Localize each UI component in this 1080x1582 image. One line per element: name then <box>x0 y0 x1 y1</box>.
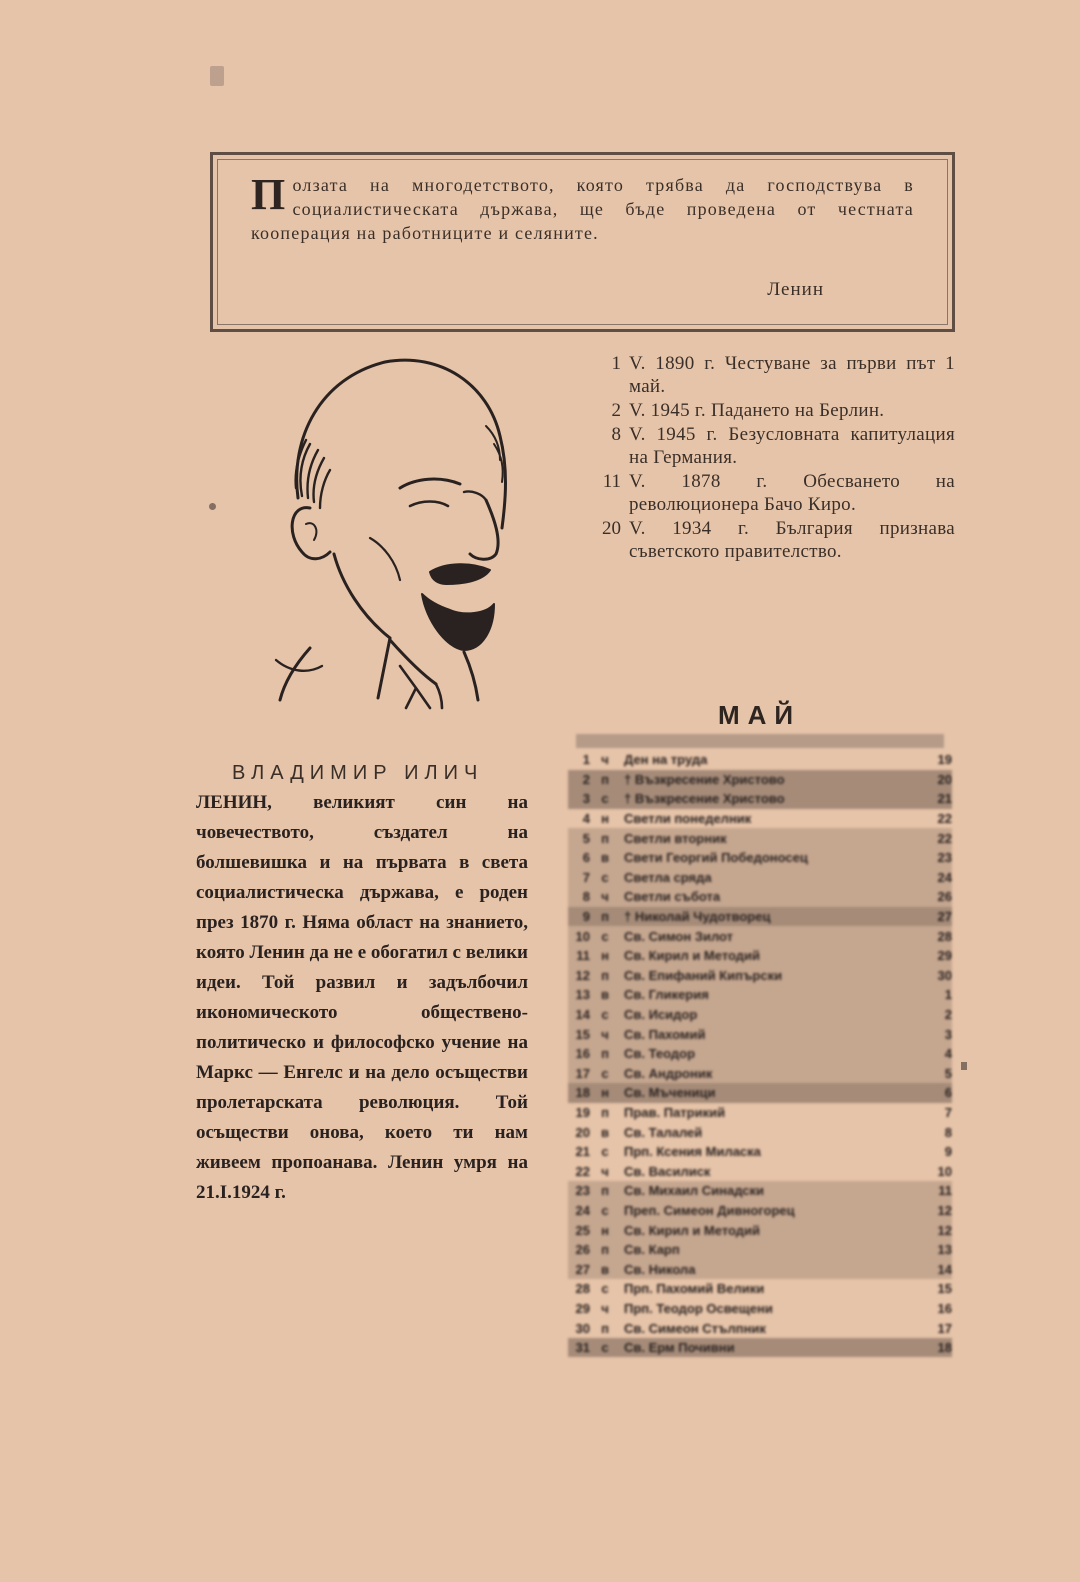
calendar-row <box>568 1044 952 1064</box>
calendar-row <box>568 770 952 790</box>
calendar-day: 8 <box>582 889 590 905</box>
event-item <box>583 399 955 422</box>
calendar-day: 24 <box>575 1202 590 1218</box>
calendar-number: 11 <box>938 1183 952 1199</box>
calendar-weekday: п <box>601 771 609 787</box>
calendar-name: Св. Михаил Синадски <box>624 1183 765 1199</box>
calendar-day: 18 <box>575 1085 590 1101</box>
calendar-title: МАЙ <box>718 700 802 730</box>
calendar-weekday: н <box>601 811 609 827</box>
bio-text: ЛЕНИН, великият син на човечеството, създател на болшевишка и на първата в света социалистическа държава, е роден през 1870 г. Няма област на знанието, която Ленин да не е обогатил с велики идеи. Той развил и задълбочил икономическото обществено-политическо и философско учение на Маркс — Енгелс и на дело осъществи пролетарската революция. Той осъществи онова, което ти нам живеем пропоанава. Ленин умря на 21.I.1924 г. <box>196 792 528 1203</box>
calendar-row <box>568 1024 952 1044</box>
calendar-name: Преп. Симеон Дивногорец <box>624 1202 795 1218</box>
calendar-weekday: с <box>601 869 609 885</box>
calendar-day: 21 <box>575 1144 590 1160</box>
calendar-number: 19 <box>937 752 952 768</box>
calendar-weekday: с <box>601 1065 609 1081</box>
calendar-day: 9 <box>582 909 590 925</box>
calendar-table <box>568 734 952 1410</box>
calendar-number: 24 <box>937 869 952 885</box>
calendar-weekday: п <box>601 1104 609 1120</box>
calendar-name: Св. Исидор <box>624 1007 698 1023</box>
calendar-number: 1 <box>944 987 952 1003</box>
event-text: V. 1934 г. България признава съветското правителство. <box>629 518 955 562</box>
calendar-row <box>568 1064 952 1084</box>
calendar-day: 19 <box>575 1104 590 1120</box>
calendar-number: 21 <box>937 791 952 807</box>
calendar-weekday: ч <box>601 1163 609 1179</box>
calendar-weekday: с <box>601 1144 609 1160</box>
calendar-row <box>568 907 952 927</box>
event-text: V. 1945 г. Безусловната капитулация на Германия. <box>629 424 955 468</box>
print-dot <box>961 1062 967 1070</box>
calendar-name: Св. Теодор <box>624 1046 696 1062</box>
calendar-row <box>568 887 952 907</box>
event-day: 2 <box>611 400 621 421</box>
page-mark <box>210 66 224 86</box>
calendar-row <box>568 809 952 829</box>
calendar-row <box>568 1103 952 1123</box>
calendar-number: 15 <box>937 1281 952 1297</box>
calendar-weekday: п <box>601 1320 609 1336</box>
calendar-weekday: с <box>601 1202 609 1218</box>
calendar-name: † Николай Чудотворец <box>624 909 771 925</box>
calendar-weekday: н <box>601 1222 609 1238</box>
calendar-day: 10 <box>575 928 590 944</box>
calendar-weekday: в <box>601 1124 609 1140</box>
calendar-name: Светли вторник <box>624 830 727 846</box>
calendar-number: 2 <box>944 1007 952 1023</box>
calendar-day: 30 <box>575 1320 590 1336</box>
calendar-row <box>568 985 952 1005</box>
calendar-day: 16 <box>575 1046 590 1062</box>
calendar-rows <box>568 750 952 1357</box>
calendar-day: 17 <box>575 1065 590 1081</box>
calendar-weekday: с <box>601 791 609 807</box>
calendar-row <box>568 1005 952 1025</box>
calendar-weekday: ч <box>601 752 609 768</box>
calendar-row <box>568 1201 952 1221</box>
calendar-weekday: с <box>601 928 609 944</box>
event-text: V. 1945 г. Падането на Берлин. <box>629 400 885 421</box>
calendar-number: 12 <box>937 1202 952 1218</box>
calendar-day: 1 <box>582 752 590 768</box>
calendar-number: 22 <box>937 811 952 827</box>
calendar-day: 15 <box>575 1026 590 1042</box>
calendar-day: 2 <box>582 771 590 787</box>
calendar-name: Св. Карп <box>624 1242 680 1258</box>
event-day: 20 <box>602 518 621 539</box>
calendar-name: Св. Василиск <box>624 1163 711 1179</box>
calendar-weekday: с <box>601 1281 609 1297</box>
calendar-name: Св. Кирил и Методий <box>624 948 761 964</box>
quote-author: Ленин <box>767 279 824 300</box>
calendar-day: 13 <box>575 987 590 1003</box>
calendar-name: Ден на труда <box>624 752 708 768</box>
calendar-row <box>568 750 952 770</box>
calendar-weekday: ч <box>601 1026 609 1042</box>
calendar-number: 28 <box>937 928 952 944</box>
calendar-name: Св. Епифаний Кипърски <box>624 967 783 983</box>
calendar-number: 13 <box>937 1242 952 1258</box>
event-day: 1 <box>611 353 621 374</box>
calendar-row <box>568 1240 952 1260</box>
print-dot <box>209 503 216 510</box>
event-item <box>583 352 955 398</box>
calendar-weekday: с <box>601 1340 609 1356</box>
calendar-row <box>568 1142 952 1162</box>
calendar-row <box>568 1083 952 1103</box>
calendar-row <box>568 848 952 868</box>
calendar-day: 23 <box>575 1183 590 1199</box>
calendar-number: 6 <box>944 1085 952 1101</box>
calendar-weekday: п <box>601 909 609 925</box>
calendar-weekday: п <box>601 830 609 846</box>
calendar-day: 4 <box>582 811 590 827</box>
calendar-name: Св. Пахомий <box>624 1026 706 1042</box>
calendar-name: Прп. Пахомий Велики <box>624 1281 765 1297</box>
calendar-number: 10 <box>937 1163 952 1179</box>
calendar-row <box>568 1161 952 1181</box>
calendar-row <box>568 1259 952 1279</box>
event-item <box>583 517 955 563</box>
calendar-row <box>568 1299 952 1319</box>
calendar-row <box>568 828 952 848</box>
quote-text <box>251 170 914 245</box>
calendar-number: 22 <box>937 830 952 846</box>
calendar-name: Св. Гликерия <box>624 987 709 1003</box>
calendar-number: 3 <box>944 1026 952 1042</box>
calendar-day: 6 <box>582 850 590 866</box>
calendar-name: Прп. Ксения Миласка <box>624 1144 761 1160</box>
calendar-number: 26 <box>937 889 952 905</box>
calendar-name: Свети Георгий Победоносец <box>624 850 808 866</box>
calendar-weekday: п <box>601 1242 609 1258</box>
calendar-row <box>568 1279 952 1299</box>
calendar-row <box>568 1220 952 1240</box>
calendar-weekday: с <box>601 1007 609 1023</box>
calendar-row <box>568 868 952 888</box>
calendar-number: 8 <box>944 1124 952 1140</box>
calendar-number: 29 <box>937 948 952 964</box>
calendar-name: Св. Андроник <box>624 1065 713 1081</box>
calendar-day: 29 <box>575 1300 590 1316</box>
calendar-number: 17 <box>937 1320 952 1336</box>
bio-name: ВЛАДИМИР ИЛИЧ <box>232 762 484 784</box>
calendar-weekday: в <box>601 850 609 866</box>
calendar-weekday: п <box>601 1046 609 1062</box>
calendar-weekday: ч <box>601 1300 609 1316</box>
calendar-day: 20 <box>575 1124 590 1140</box>
calendar-name: Прав. Патрикий <box>624 1104 726 1120</box>
calendar-day: 25 <box>575 1222 590 1238</box>
quote-box <box>210 152 955 332</box>
calendar-number: 27 <box>937 909 952 925</box>
calendar-name: Прп. Теодор Освещени <box>624 1300 773 1316</box>
calendar-name: † Възкресение Христово <box>624 771 785 787</box>
calendar-number: 7 <box>944 1104 952 1120</box>
calendar-number: 5 <box>944 1065 952 1081</box>
calendar-header-bar <box>576 734 944 748</box>
calendar-number: 18 <box>937 1340 952 1356</box>
calendar-number: 23 <box>937 850 952 866</box>
calendar-number: 20 <box>937 771 952 787</box>
events-list <box>583 352 955 564</box>
lenin-portrait <box>250 348 540 710</box>
calendar-day: 5 <box>582 830 590 846</box>
calendar-name: Св. Никола <box>624 1261 696 1277</box>
calendar-row <box>568 1338 952 1358</box>
calendar-number: 16 <box>937 1300 952 1316</box>
calendar-row <box>568 946 952 966</box>
calendar-day: 31 <box>575 1340 590 1356</box>
calendar-number: 12 <box>937 1222 952 1238</box>
calendar-row <box>568 926 952 946</box>
calendar-row <box>568 1181 952 1201</box>
calendar-weekday: в <box>601 987 609 1003</box>
calendar-number: 14 <box>937 1261 952 1277</box>
calendar-day: 14 <box>575 1007 590 1023</box>
calendar-day: 27 <box>575 1261 590 1277</box>
event-day: 8 <box>611 424 621 445</box>
calendar-day: 28 <box>575 1281 590 1297</box>
calendar-weekday: в <box>601 1261 609 1277</box>
calendar-weekday: н <box>601 1085 609 1101</box>
calendar-number: 30 <box>937 967 952 983</box>
calendar-name: † Възкресение Христово <box>624 791 785 807</box>
quote-body: олзата на многодетството, която трябва да господствува в социалистическата държава, ще бъде проведена от честната кооперация на работниците и селяните. <box>251 175 914 243</box>
calendar-name: Св. Ерм Почивни <box>624 1340 735 1356</box>
calendar-day: 11 <box>576 948 590 964</box>
calendar-name: Светла сряда <box>624 869 712 885</box>
event-item <box>583 470 955 516</box>
calendar-weekday: п <box>601 967 609 983</box>
calendar-number: 9 <box>944 1144 952 1160</box>
calendar-name: Св. Талалей <box>624 1124 703 1140</box>
calendar-name: Св. Симон Зилот <box>624 928 734 944</box>
calendar-weekday: ч <box>601 889 609 905</box>
event-item <box>583 423 955 469</box>
quote-drop-cap: П <box>251 170 287 219</box>
calendar-number: 4 <box>944 1046 952 1062</box>
event-text: V. 1878 г. Обесването на революционера Бачо Киро. <box>629 471 955 515</box>
calendar-weekday: н <box>601 948 609 964</box>
calendar-row <box>568 789 952 809</box>
calendar-day: 7 <box>582 869 590 885</box>
calendar-row <box>568 1122 952 1142</box>
calendar-name: Св. Мъченици <box>624 1085 716 1101</box>
event-day: 11 <box>602 471 621 492</box>
calendar-name: Светли понеделник <box>624 811 752 827</box>
calendar-day: 26 <box>575 1242 590 1258</box>
calendar-row <box>568 1318 952 1338</box>
calendar-day: 3 <box>582 791 590 807</box>
event-text: V. 1890 г. Честуване за първи път 1 май. <box>629 353 955 397</box>
calendar-row <box>568 966 952 986</box>
calendar-name: Светли събота <box>624 889 721 905</box>
calendar-day: 12 <box>575 967 590 983</box>
calendar-day: 22 <box>575 1163 590 1179</box>
calendar-name: Св. Кирил и Методий <box>624 1222 761 1238</box>
calendar-name: Св. Симеон Стълпник <box>624 1320 766 1336</box>
calendar-weekday: п <box>601 1183 609 1199</box>
